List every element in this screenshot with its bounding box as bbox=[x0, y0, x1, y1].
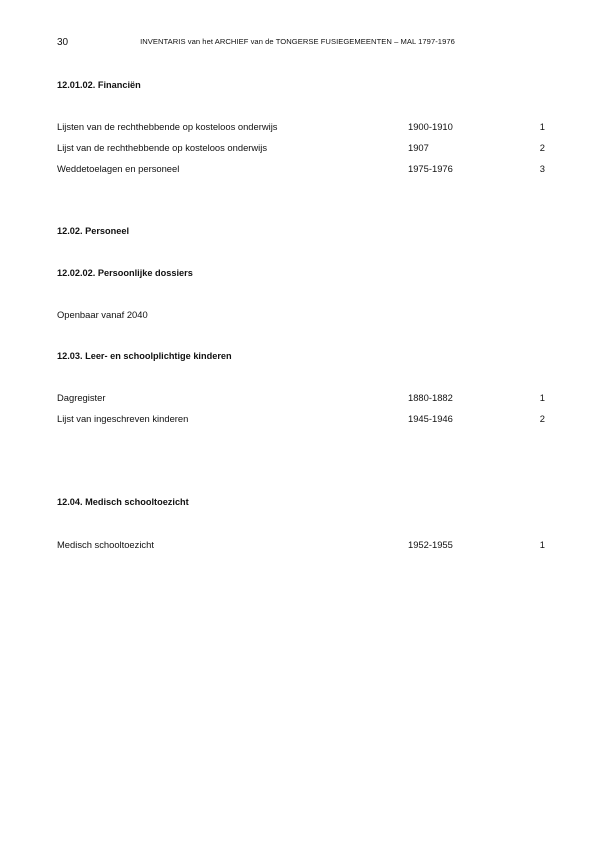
inventory-entry bbox=[57, 413, 547, 427]
inventory-entry bbox=[57, 163, 547, 177]
entry-period: 1975-1976 bbox=[408, 163, 453, 174]
entry-description: Lijsten van de rechthebbende op kosteloos onderwijs bbox=[57, 121, 278, 132]
entry-number: 1 bbox=[539, 121, 545, 132]
entry-description: Dagregister bbox=[57, 392, 106, 403]
entry-description: Lijst van ingeschreven kinderen bbox=[57, 413, 189, 424]
entry-period: 1880-1882 bbox=[408, 392, 453, 403]
inventory-entry bbox=[57, 142, 547, 156]
entry-period: 1945-1946 bbox=[408, 413, 453, 424]
entry-description: Weddetoelagen en personeel bbox=[57, 163, 180, 174]
section-heading-personeel: 12.02. Personeel bbox=[57, 226, 130, 236]
page-number: 30 bbox=[57, 37, 69, 48]
section-heading-dossiers: 12.02.02. Persoonlijke dossiers bbox=[57, 268, 193, 278]
entry-number: 1 bbox=[539, 392, 545, 403]
inventory-entry bbox=[57, 121, 547, 135]
entry-number: 3 bbox=[539, 163, 545, 174]
section-heading-financien: 12.01.02. Financiën bbox=[57, 80, 141, 90]
entry-number: 2 bbox=[539, 142, 545, 153]
entry-number: 1 bbox=[539, 539, 545, 550]
entry-period: 1952-1955 bbox=[408, 539, 453, 550]
entry-number: 2 bbox=[539, 413, 545, 424]
running-title: INVENTARIS van het ARCHIEF van de TONGERSE FUSIEGEMEENTEN – MAL 1797-1976 bbox=[140, 37, 455, 46]
section-heading-leerplichtig: 12.03. Leer- en schoolplichtige kinderen bbox=[57, 351, 232, 361]
access-note: Openbaar vanaf 2040 bbox=[57, 309, 148, 320]
entry-period: 1907 bbox=[408, 142, 429, 153]
entry-period: 1900-1910 bbox=[408, 121, 453, 132]
inventory-entry bbox=[57, 392, 547, 406]
inventory-entry bbox=[57, 539, 547, 553]
entry-description: Medisch schooltoezicht bbox=[57, 539, 154, 550]
entry-description: Lijst van de rechthebbende op kosteloos onderwijs bbox=[57, 142, 268, 153]
section-heading-medisch: 12.04. Medisch schooltoezicht bbox=[57, 497, 189, 507]
